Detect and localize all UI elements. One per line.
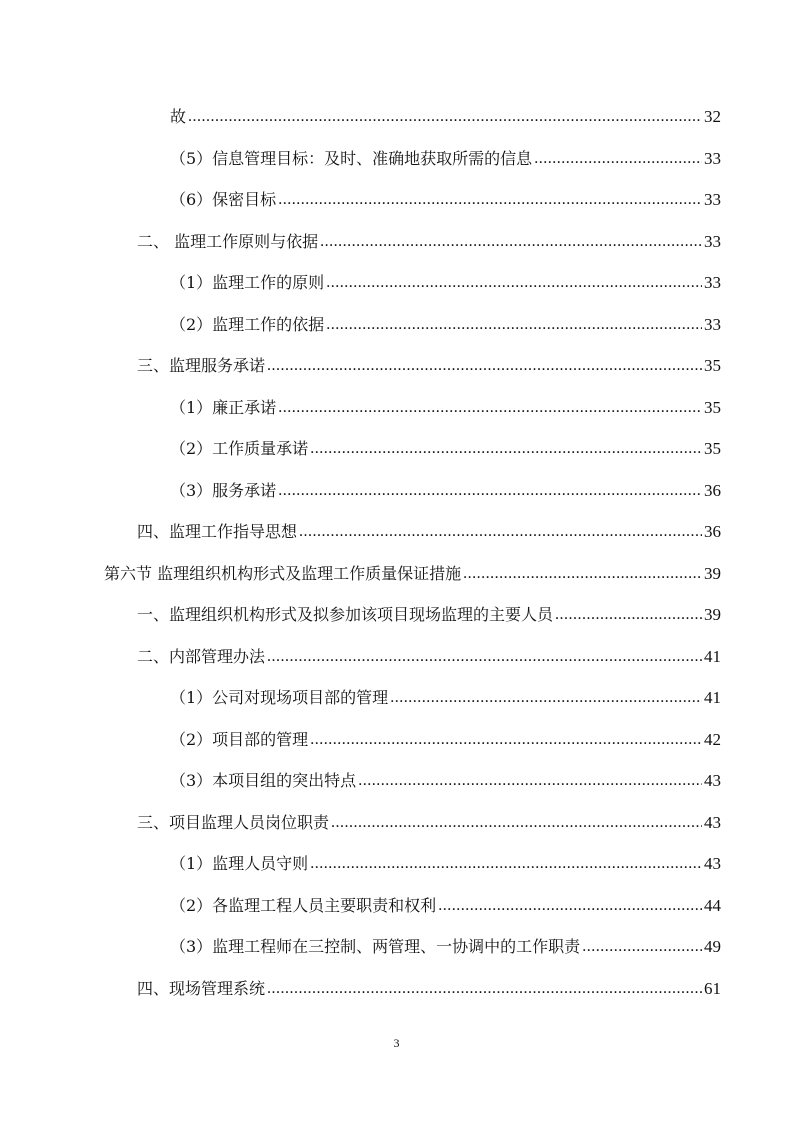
toc-entry[interactable] bbox=[170, 187, 721, 213]
toc-entry-page: 32 bbox=[704, 107, 721, 126]
toc-entry-label: （2）各监理工程人员主要职责和权利 bbox=[170, 895, 437, 915]
toc-entry-label: （2）工作质量承诺 bbox=[170, 439, 309, 458]
dot-leader bbox=[320, 229, 702, 255]
toc-entry[interactable] bbox=[137, 644, 721, 670]
toc-entry[interactable] bbox=[137, 353, 721, 379]
toc-entry-page: 49 bbox=[704, 937, 721, 956]
toc-entry[interactable] bbox=[170, 478, 721, 504]
toc-entry-label: 一、监理组织机构形式及拟参加该项目现场监理的主要人员 bbox=[137, 605, 554, 624]
toc-entry[interactable] bbox=[170, 104, 721, 130]
toc-entry[interactable] bbox=[137, 519, 721, 545]
toc-entry[interactable] bbox=[170, 727, 721, 753]
toc-entry-page: 35 bbox=[704, 356, 721, 375]
toc-entry-label: 二、 监理工作原则与依据 bbox=[137, 231, 319, 251]
toc-entry-page: 42 bbox=[704, 729, 721, 749]
toc-entry[interactable] bbox=[170, 768, 721, 794]
page-number: 3 bbox=[393, 1036, 400, 1050]
dot-leader bbox=[278, 478, 702, 504]
dot-leader bbox=[463, 561, 702, 587]
toc-entry-page: 33 bbox=[704, 273, 721, 292]
dot-leader bbox=[267, 976, 702, 1002]
toc-entry-label: 四、现场管理系统 bbox=[137, 978, 266, 998]
toc-entry-label: 三、监理服务承诺 bbox=[137, 356, 266, 375]
toc-entry-label: 第六节 监理组织机构形式及监理工作质量保证措施 bbox=[104, 563, 462, 583]
toc-entry-label: （1）公司对现场项目部的管理 bbox=[170, 688, 389, 707]
toc-entry-label: （2）监理工作的依据 bbox=[170, 314, 325, 334]
dot-leader bbox=[358, 768, 702, 794]
dot-leader bbox=[267, 353, 702, 379]
toc-entry-label: 二、内部管理办法 bbox=[137, 646, 266, 666]
toc-entry-page: 36 bbox=[704, 480, 721, 500]
toc-entry-page: 36 bbox=[704, 522, 721, 541]
toc-entry-page: 33 bbox=[704, 148, 721, 168]
toc-entry[interactable] bbox=[137, 602, 721, 628]
dot-leader bbox=[310, 727, 702, 753]
toc-entry-page: 35 bbox=[704, 397, 721, 417]
toc-entry-label: （5）信息管理目标：及时、准确地获取所需的信息 bbox=[170, 148, 533, 168]
toc-entry-label: 三、项目监理人员岗位职责 bbox=[137, 812, 330, 832]
toc-entry-page: 43 bbox=[704, 854, 721, 873]
toc-entry[interactable] bbox=[170, 436, 721, 462]
dot-leader bbox=[390, 685, 702, 711]
toc-entry-page: 33 bbox=[704, 231, 721, 251]
toc-entry-page: 41 bbox=[704, 688, 721, 707]
toc-entry[interactable] bbox=[170, 270, 721, 296]
toc-entry[interactable] bbox=[170, 893, 721, 919]
dot-leader bbox=[310, 851, 702, 877]
toc-entry-label: （2）项目部的管理 bbox=[170, 729, 309, 749]
toc-entry-page: 41 bbox=[704, 646, 721, 666]
dot-leader bbox=[331, 810, 702, 836]
toc-entry-page: 39 bbox=[704, 605, 721, 624]
toc-entry[interactable] bbox=[104, 561, 721, 587]
toc-entry-label: （1）监理人员守则 bbox=[170, 854, 309, 873]
dot-leader bbox=[310, 436, 702, 462]
toc-entry-label: （3）本项目组的突出特点 bbox=[170, 771, 357, 790]
toc-entry[interactable] bbox=[170, 685, 721, 711]
dot-leader bbox=[267, 644, 702, 670]
toc-entry[interactable] bbox=[170, 934, 721, 960]
toc-entry-label: （1）廉正承诺 bbox=[170, 397, 277, 417]
dot-leader bbox=[326, 312, 702, 338]
toc-entry[interactable] bbox=[137, 229, 721, 255]
dot-leader bbox=[278, 187, 702, 213]
toc-entry-label: （6）保密目标 bbox=[170, 190, 277, 209]
dot-leader bbox=[188, 104, 702, 130]
toc-entry-label: （3）服务承诺 bbox=[170, 480, 277, 500]
dot-leader bbox=[326, 270, 702, 296]
toc-entry[interactable] bbox=[170, 312, 721, 338]
dot-leader bbox=[555, 602, 702, 628]
toc-entry[interactable] bbox=[170, 146, 721, 172]
toc-entry[interactable] bbox=[137, 810, 721, 836]
toc-entry[interactable] bbox=[137, 976, 721, 1002]
toc-entry-page: 35 bbox=[704, 439, 721, 458]
toc-entry-page: 33 bbox=[704, 314, 721, 334]
dot-leader bbox=[534, 146, 702, 172]
toc-entry-page: 43 bbox=[704, 771, 721, 790]
toc-entry-page: 43 bbox=[704, 812, 721, 832]
dot-leader bbox=[438, 893, 702, 919]
toc-entry-label: 故 bbox=[170, 107, 187, 126]
toc-entry[interactable] bbox=[170, 851, 721, 877]
toc-entry-label: （3）监理工程师在三控制、两管理、一协调中的工作职责 bbox=[170, 937, 581, 956]
toc-entry-page: 39 bbox=[704, 563, 721, 583]
dot-leader bbox=[582, 934, 702, 960]
dot-leader bbox=[299, 519, 702, 545]
dot-leader bbox=[278, 395, 702, 421]
toc-entry-page: 44 bbox=[704, 895, 721, 915]
toc-entry-label: 四、监理工作指导思想 bbox=[137, 522, 298, 541]
toc-entry-page: 61 bbox=[704, 978, 721, 998]
toc-entry[interactable] bbox=[170, 395, 721, 421]
toc-entry-label: （1）监理工作的原则 bbox=[170, 273, 325, 292]
toc-entry-page: 33 bbox=[704, 190, 721, 209]
